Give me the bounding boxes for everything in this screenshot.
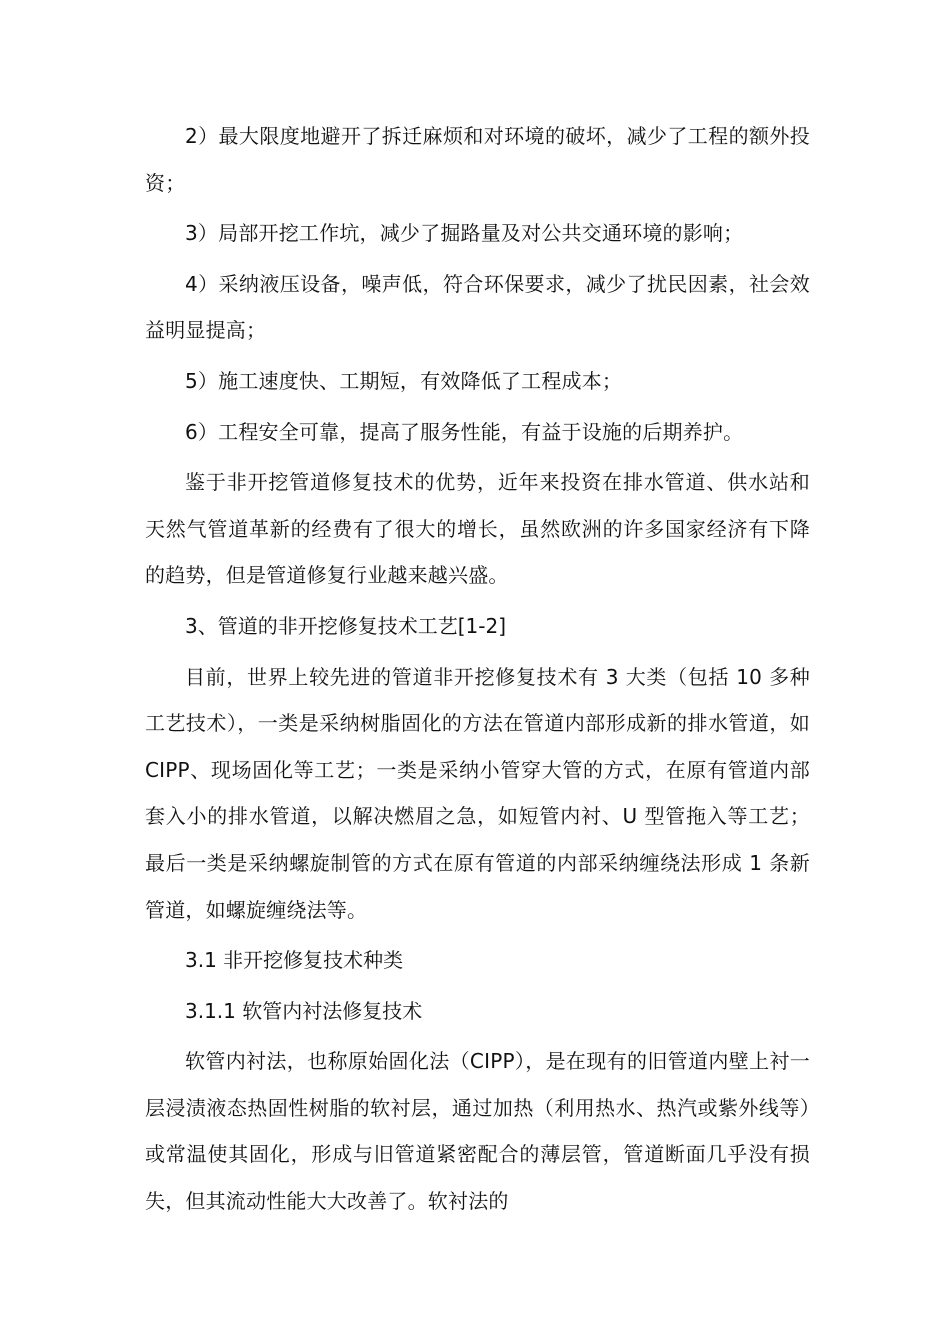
paragraph-item-2: 2）最大限度地避开了拆迁麻烦和对环境的破坏，减少了工程的额外投资； [145, 124, 810, 195]
paragraph-advantages: 鉴于非开挖管道修复技术的优势，近年来投资在排水管道、供水站和天然气管道革新的经费有了很大的增长，虽然欧洲的许多国家经济有下降的趋势，但是管道修复行业越来越兴盛。 [145, 470, 810, 588]
section-heading-3-1-1: 3.1.1 软管内衬法修复技术 [185, 998, 423, 1023]
section-heading-3-1: 3.1 非开挖修复技术种类 [185, 948, 404, 973]
paragraph-item-3: 3）局部开挖工作坑，减少了掘路量及对公共交通环境的影响； [185, 221, 744, 246]
paragraph-item-4: 4）采纳液压设备，噪声低，符合环保要求，减少了扰民因素，社会效益明显提高； [145, 271, 810, 343]
paragraph-techniques: 目前，世界上较先进的管道非开挖修复技术有 3 大类（包括 10 多种工艺技术），一类是采纳树脂固化的方法在管道内部形成新的排水管道，如 CIPP、现场固化等工艺；一类是采纳小管穿大管的方式，在原有管道内部套入小的排水管道，以解决燃眉之急，如短管内衬、U 型管拖入等工艺；最后一类是采纳螺旋制管的方式在原有管道的内部采纳缠绕法形成 1 条新管道，如螺旋缠绕法等。 [145, 664, 810, 922]
section-heading-3: 3、管道的非开挖修复技术工艺[1-2] [185, 613, 506, 638]
paragraph-cipp: 软管内衬法，也称原始固化法（CIPP），是在现有的旧管道内壁上衬一层浸渍液态热固性树脂的软衬层，通过加热（利用热水、热汽或紫外线等）或常温使其固化，形成与旧管道紧密配合的薄层管，管道断面几乎没有损失，但其流动性能大大改善了。软衬法的 [145, 1049, 810, 1214]
paragraph-item-5: 5）施工速度快、工期短，有效降低了工程成本； [185, 368, 623, 393]
document-page [145, 113, 810, 1225]
paragraph-item-6: 6）工程安全可靠，提高了服务性能，有益于设施的后期养护。 [185, 419, 744, 444]
